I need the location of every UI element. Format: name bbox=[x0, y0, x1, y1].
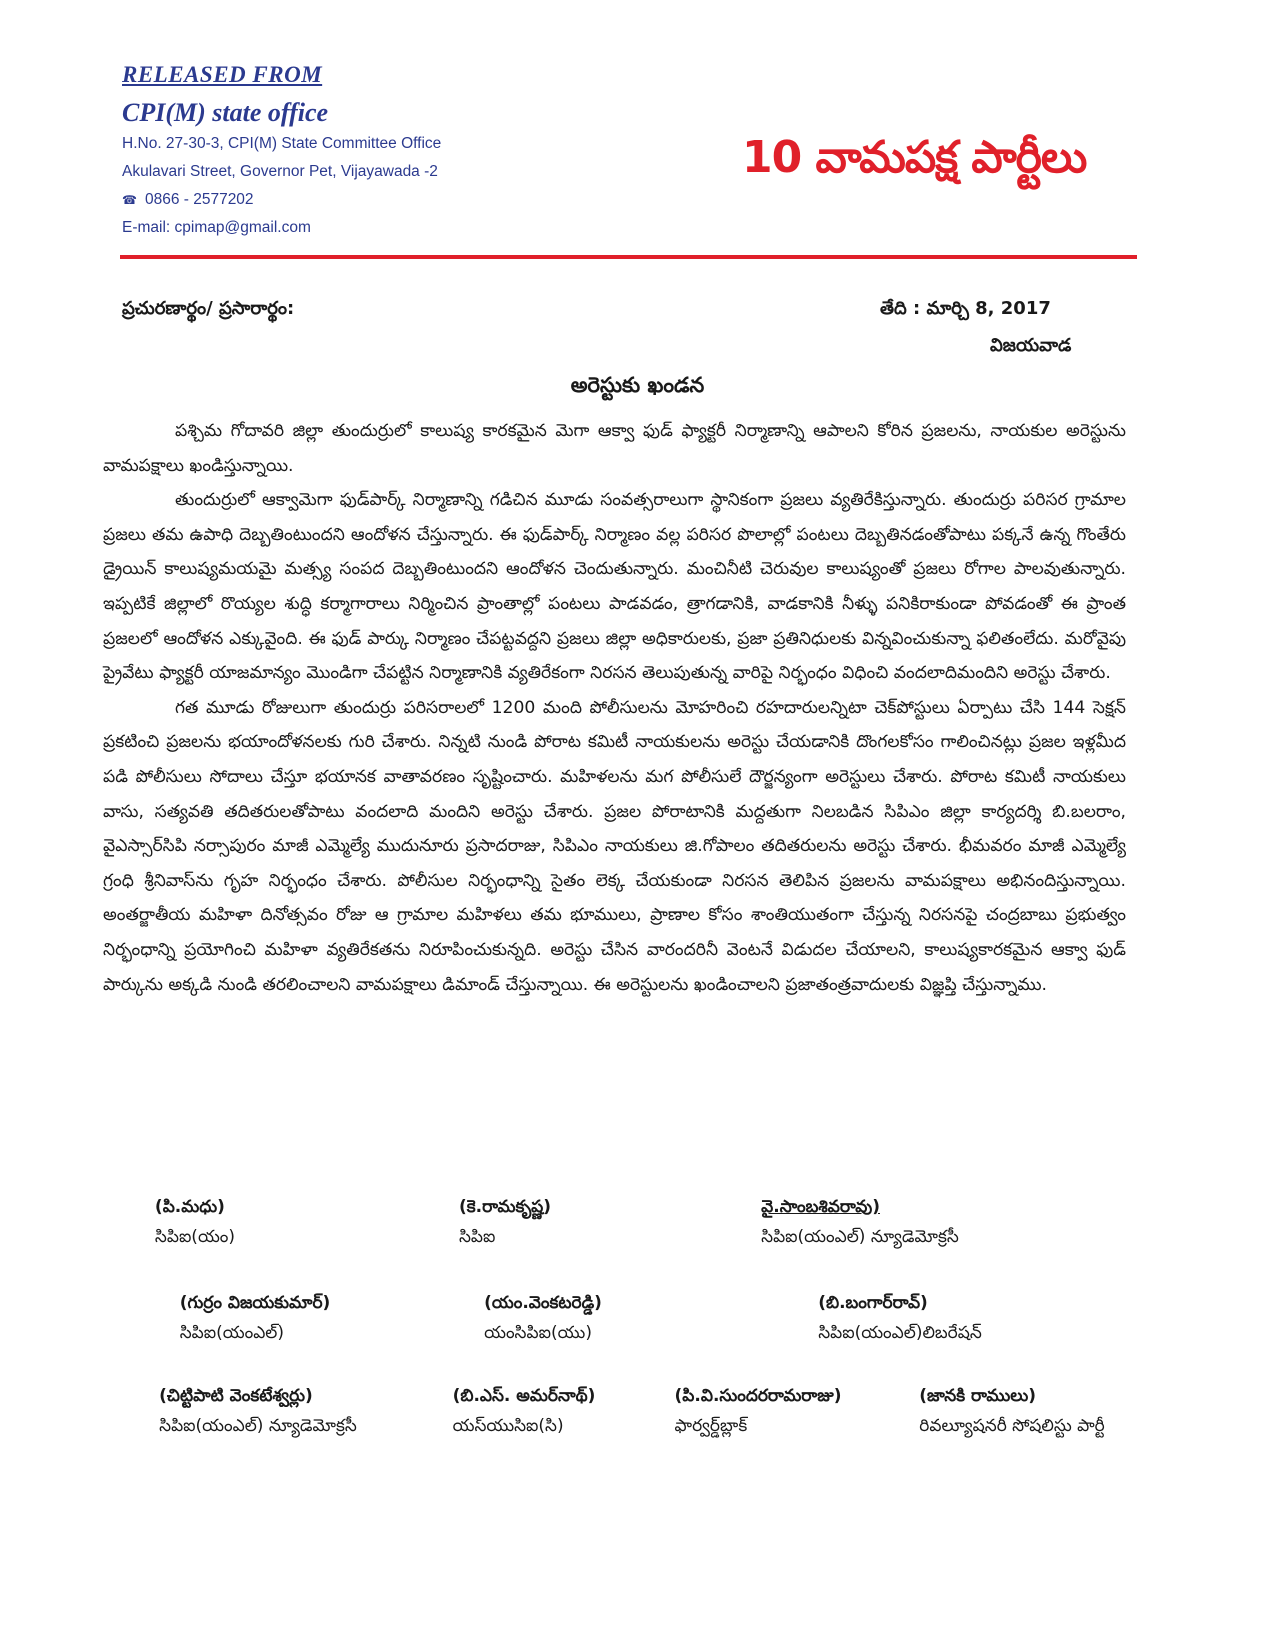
publication-label: ప్రచురణార్థం/ ప్రసారార్థం: bbox=[122, 298, 295, 319]
phone-number: 0866 - 2577202 bbox=[144, 191, 254, 208]
signatory-name: (గుర్రం విజయకుమార్) bbox=[179, 1293, 331, 1313]
signatory-name: (కె.రామకృష్ణ) bbox=[458, 1197, 552, 1217]
city-line: విజయవాడ bbox=[990, 335, 1072, 356]
address-line-1: H.No. 27-30-3, CPI(M) State Committee Office bbox=[122, 135, 442, 152]
telephone-icon: ☎ bbox=[122, 193, 137, 207]
signatory-party: సిపిఐ(యంఎల్) bbox=[179, 1323, 284, 1343]
signatory-party: సిపిఐ bbox=[458, 1227, 496, 1247]
signatory bbox=[818, 1293, 982, 1347]
signatory bbox=[675, 1386, 842, 1440]
email-line: E-mail: cpimap@gmail.com bbox=[122, 219, 311, 236]
body-text bbox=[103, 414, 1126, 1002]
signatory-party: రివల్యూషనరీ సోషలిస్టు పార్టీ bbox=[919, 1416, 1105, 1436]
date-line: తేది : మార్చి 8, 2017 bbox=[880, 298, 1051, 319]
signatory bbox=[459, 1197, 551, 1251]
signatory-party: యస్‌యుసిఐ(సి) bbox=[452, 1416, 564, 1436]
signatory-party: ఫార్వర్డ్‌బ్లాక్ bbox=[674, 1416, 748, 1436]
signatory-party: సిపిఐ(యంఎల్)లిబరేషన్ bbox=[818, 1323, 982, 1343]
signatory-name: (పి.వి.సుందరరామరాజు) bbox=[674, 1386, 842, 1406]
signatory-name: (యం.వెంకటరెడ్డి) bbox=[484, 1293, 602, 1313]
parties-title: 10 వామపక్ష పార్టీలు bbox=[742, 132, 1087, 183]
signatory bbox=[453, 1386, 596, 1440]
signatory-name: వై.సాంబశివరావు) bbox=[761, 1197, 880, 1217]
signatory-name: (జానకి రాములు) bbox=[919, 1386, 1037, 1406]
document-heading: అరెస్టుకు ఖండన bbox=[570, 373, 705, 397]
released-from-label: RELEASED FROM bbox=[122, 62, 323, 87]
signatory bbox=[159, 1386, 357, 1440]
signatory-party: సిపిఐ(యంఎల్) న్యూడెమోక్రసీ bbox=[761, 1227, 959, 1247]
signatory-name: (బి.ఎస్. అమర్‌నాథ్) bbox=[452, 1386, 596, 1406]
signatory-name: (చిట్టిపాటి వెంకటేశ్వర్లు) bbox=[159, 1386, 313, 1406]
signatory bbox=[155, 1197, 235, 1251]
signatory bbox=[919, 1386, 1104, 1440]
signatory-name: (బి.బంగార్‌రావ్) bbox=[818, 1293, 928, 1313]
paragraph: గత మూడు రోజులుగా తుందుర్రు పరిసరాలలో 1200 మంది పోలీసులను మోహరించి రహదారులన్నిటా చెక్‌పోస్టులు ఏర్పాటు చేసి 144 సెక్షన్ ప్రకటించి ప్రజలను భయాందోళనలకు గురి చేశారు. నిన్నటి నుండి పోరాట కమిటీ నాయకులను అరెస్టు చేయడానికి దొంగలకోసం గాలించినట్లు ప్రజల ఇళ్లమీద పడి పోలీసులు సోదాలు చేస్తూ భయానక వాతావరణం సృష్టించారు. మహిళలను మగ పోలీసులే దౌర్జన్యంగా అరెస్టులు చేశారు. పోరాట కమిటీ నాయకులు వాసు, సత్యవతి తదితరులతోపాటు వందలాది మందిని అరెస్టు చేశారు. ప్రజల పోరాటానికి మద్దతుగా నిలబడిన సిపిఎం జిల్లా కార్యదర్శి బి.బలరాం, వైఎస్సార్‌సిపి నర్సాపురం మాజీ ఎమ్మెల్యే ముదునూరు ప్రసాదరాజు, సిపిఎం నాయకులు జి.గోపాలం తదితరులను అరెస్టు చేశారు. భీమవరం మాజీ ఎమ్మెల్యే గ్రంధి శ్రీనివాస్‌ను గృహ నిర్భంధం చేశారు. పోలీసుల నిర్భంధాన్ని సైతం లెక్క చేయకుండా నిరసన తెలిపిన ప్రజలను వామపక్షాలు అభినందిస్తున్నాయి. అంతర్జాతీయ మహిళా దినోత్సవం రోజు ఆ గ్రామాల మహిళలు తమ భూములు, ప్రాణాల కోసం శాంతియుతంగా చేస్తున్న నిరసనపై చంద్రబాబు ప్రభుత్వం నిర్భంధాన్ని ప్రయోగించి మహిళా వ్యతిరేకతను నిరూపించుకున్నది. అరెస్టు చేసిన వారందరినీ వెంటనే విడుదల చేయాలని, కాలుష్యకారకమైన ఆక్వా ఫుడ్ పార్కును అక్కడి నుండి తరలించాలని వామపక్షాలు డిమాండ్ చేస్తున్నాయి. ఈ అరెస్టులను ఖండించాలని ప్రజాతంత్రవాదులకు విజ్ఞప్తి చేస్తున్నాము. bbox=[103, 697, 1126, 995]
phone-line bbox=[122, 191, 254, 209]
office-label: CPI(M) state office bbox=[122, 98, 329, 127]
signatory bbox=[761, 1197, 959, 1251]
signatory-party: సిపిఐ(యం) bbox=[154, 1227, 236, 1247]
signatory bbox=[180, 1293, 331, 1347]
header-divider bbox=[120, 255, 1137, 259]
address-line-2: Akulavari Street, Governor Pet, Vijayawada -2 bbox=[122, 163, 438, 180]
signatory-name: (పి.మధు) bbox=[154, 1197, 225, 1217]
signatory-party: సిపిఐ(యంఎల్) న్యూడెమోక్రసీ bbox=[159, 1416, 357, 1436]
signatory-party: యంసిపిఐ(యు) bbox=[484, 1323, 592, 1343]
signatory bbox=[484, 1293, 602, 1347]
paragraph: తుందుర్రులో ఆక్వామెగా ఫుడ్‌పార్క్ నిర్మాణాన్ని గడిచిన మూడు సంవత్సరాలుగా స్థానికంగా ప్రజలు వ్యతిరేకిస్తున్నారు. తుందుర్రు పరిసర గ్రామాల ప్రజలు తమ ఉపాధి దెబ్బతింటుందని ఆందోళన చేస్తున్నారు. ఈ ఫుడ్‌పార్క్ నిర్మాణం వల్ల పరిసర పొలాల్లో పంటలు దెబ్బతినడంతోపాటు పక్కనే ఉన్న గొంతేరు డ్రైయిన్ కాలుష్యమయమై మత్స్య సంపద దెబ్బతింటుందని ఆందోళన చెందుతున్నారు. మంచినీటి చెరువుల కాలుష్యంతో ప్రజలు రోగాల పాలవుతున్నారు. ఇప్పటికే జిల్లాలో రొయ్యల శుద్ధి కర్మాగారాలు నిర్మించిన ప్రాంతాల్లో పంటలు పాడవడం, త్రాగడానికి, వాడకానికి నీళ్ళు పనికిరాకుండా పోవడంతో ఈ ప్రాంత ప్రజలలో ఆందోళన ఎక్కువైంది. ఈ ఫుడ్ పార్కు నిర్మాణం చేపట్టవద్దని ప్రజలు జిల్లా అధికారులకు, ప్రజా ప్రతినిధులకు విన్నవించుకున్నా ఫలితంలేదు. మరోవైపు ప్రైవేటు ఫ్యాక్టరీ యాజమాన్యం మొండిగా చేపట్టిన నిర్మాణానికి వ్యతిరేకంగా నిరసన తెలుపుతున్న వారిపై నిర్భంధం విధించి వందలాదిమందిని అరెస్టు చేశారు. bbox=[103, 490, 1126, 684]
paragraph: పశ్చిమ గోదావరి జిల్లా తుందుర్రులో కాలుష్య కారకమైన మెగా ఆక్వా ఫుడ్ ఫ్యాక్టరీ నిర్మాణాన్ని ఆపాలని కోరిన ప్రజలను, నాయకుల అరెస్టును వామపక్షాలు ఖండిస్తున్నాయి. bbox=[103, 421, 1126, 476]
